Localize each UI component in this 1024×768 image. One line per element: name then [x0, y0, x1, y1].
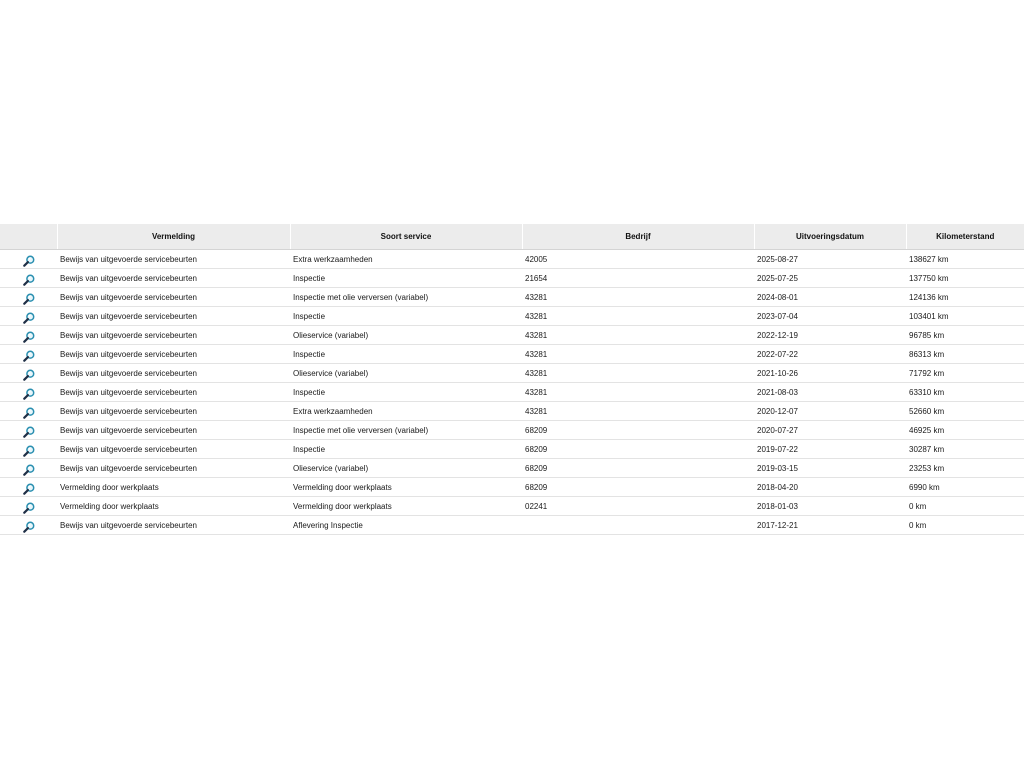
cell-kilometerstand: 96785 km [906, 326, 1024, 345]
magnifier-icon[interactable] [23, 464, 35, 476]
view-details-cell[interactable] [0, 421, 57, 440]
view-details-cell[interactable] [0, 478, 57, 497]
cell-uitvoeringsdatum: 2018-04-20 [754, 478, 906, 497]
cell-soort-service: Inspectie met olie verversen (variabel) [290, 421, 522, 440]
table-header [0, 224, 1024, 250]
view-details-cell[interactable] [0, 326, 57, 345]
view-details-cell[interactable] [0, 516, 57, 535]
magnifier-icon[interactable] [23, 274, 35, 286]
cell-bedrijf: 02241 [522, 497, 754, 516]
cell-bedrijf: 43281 [522, 383, 754, 402]
cell-soort-service: Extra werkzaamheden [290, 402, 522, 421]
table-body [0, 250, 1024, 535]
magnifier-icon[interactable] [23, 388, 35, 400]
cell-vermelding: Vermelding door werkplaats [57, 497, 290, 516]
cell-uitvoeringsdatum: 2019-03-15 [754, 459, 906, 478]
service-history-table-container [0, 224, 1024, 535]
cell-bedrijf: 43281 [522, 326, 754, 345]
cell-vermelding: Bewijs van uitgevoerde servicebeurten [57, 364, 290, 383]
cell-uitvoeringsdatum: 2020-12-07 [754, 402, 906, 421]
magnifier-icon[interactable] [23, 483, 35, 495]
cell-vermelding: Bewijs van uitgevoerde servicebeurten [57, 440, 290, 459]
table-header-row [0, 224, 1024, 250]
cell-kilometerstand: 46925 km [906, 421, 1024, 440]
magnifier-icon[interactable] [23, 369, 35, 381]
cell-vermelding: Bewijs van uitgevoerde servicebeurten [57, 383, 290, 402]
cell-soort-service: Inspectie [290, 383, 522, 402]
table-row[interactable] [0, 326, 1024, 345]
cell-uitvoeringsdatum: 2023-07-04 [754, 307, 906, 326]
view-details-cell[interactable] [0, 269, 57, 288]
cell-soort-service: Inspectie [290, 440, 522, 459]
cell-soort-service: Aflevering Inspectie [290, 516, 522, 535]
magnifier-icon[interactable] [23, 407, 35, 419]
cell-bedrijf: 43281 [522, 402, 754, 421]
cell-kilometerstand: 23253 km [906, 459, 1024, 478]
cell-uitvoeringsdatum: 2019-07-22 [754, 440, 906, 459]
cell-bedrijf: 43281 [522, 364, 754, 383]
column-header-icon [0, 224, 57, 250]
cell-vermelding: Bewijs van uitgevoerde servicebeurten [57, 345, 290, 364]
cell-vermelding: Bewijs van uitgevoerde servicebeurten [57, 307, 290, 326]
magnifier-icon[interactable] [23, 331, 35, 343]
cell-soort-service: Olieservice (variabel) [290, 326, 522, 345]
cell-soort-service: Inspectie [290, 269, 522, 288]
column-header-kilometerstand[interactable]: Kilometerstand [906, 224, 1024, 250]
cell-vermelding: Bewijs van uitgevoerde servicebeurten [57, 421, 290, 440]
magnifier-icon[interactable] [23, 445, 35, 457]
service-history-table [0, 224, 1024, 535]
view-details-cell[interactable] [0, 497, 57, 516]
cell-uitvoeringsdatum: 2017-12-21 [754, 516, 906, 535]
cell-bedrijf: 43281 [522, 307, 754, 326]
cell-kilometerstand: 71792 km [906, 364, 1024, 383]
magnifier-icon[interactable] [23, 293, 35, 305]
cell-uitvoeringsdatum: 2024-08-01 [754, 288, 906, 307]
cell-soort-service: Olieservice (variabel) [290, 459, 522, 478]
cell-kilometerstand: 103401 km [906, 307, 1024, 326]
table-row[interactable] [0, 383, 1024, 402]
cell-bedrijf: 42005 [522, 250, 754, 269]
cell-uitvoeringsdatum: 2021-10-26 [754, 364, 906, 383]
cell-vermelding: Bewijs van uitgevoerde servicebeurten [57, 402, 290, 421]
cell-soort-service: Inspectie met olie verversen (variabel) [290, 288, 522, 307]
cell-soort-service: Vermelding door werkplaats [290, 497, 522, 516]
cell-bedrijf: 21654 [522, 269, 754, 288]
cell-kilometerstand: 137750 km [906, 269, 1024, 288]
table-row[interactable] [0, 402, 1024, 421]
cell-vermelding: Bewijs van uitgevoerde servicebeurten [57, 516, 290, 535]
view-details-cell[interactable] [0, 383, 57, 402]
cell-uitvoeringsdatum: 2025-08-27 [754, 250, 906, 269]
cell-vermelding: Bewijs van uitgevoerde servicebeurten [57, 288, 290, 307]
cell-vermelding: Bewijs van uitgevoerde servicebeurten [57, 250, 290, 269]
cell-uitvoeringsdatum: 2021-08-03 [754, 383, 906, 402]
cell-bedrijf: 68209 [522, 421, 754, 440]
magnifier-icon[interactable] [23, 312, 35, 324]
table-row[interactable] [0, 478, 1024, 497]
cell-soort-service: Inspectie [290, 345, 522, 364]
view-details-cell[interactable] [0, 402, 57, 421]
cell-bedrijf: 68209 [522, 440, 754, 459]
column-header-soort-service[interactable]: Soort service [290, 224, 522, 250]
cell-kilometerstand: 0 km [906, 516, 1024, 535]
table-row[interactable] [0, 250, 1024, 269]
table-row[interactable] [0, 459, 1024, 478]
cell-bedrijf: 43281 [522, 288, 754, 307]
cell-kilometerstand: 0 km [906, 497, 1024, 516]
cell-uitvoeringsdatum: 2018-01-03 [754, 497, 906, 516]
cell-vermelding: Bewijs van uitgevoerde servicebeurten [57, 326, 290, 345]
view-details-cell[interactable] [0, 288, 57, 307]
cell-kilometerstand: 63310 km [906, 383, 1024, 402]
magnifier-icon[interactable] [23, 350, 35, 362]
table-row[interactable] [0, 497, 1024, 516]
magnifier-icon[interactable] [23, 255, 35, 267]
cell-soort-service: Olieservice (variabel) [290, 364, 522, 383]
magnifier-icon[interactable] [23, 521, 35, 533]
cell-uitvoeringsdatum: 2020-07-27 [754, 421, 906, 440]
cell-kilometerstand: 86313 km [906, 345, 1024, 364]
table-row[interactable] [0, 288, 1024, 307]
view-details-cell[interactable] [0, 307, 57, 326]
view-details-cell[interactable] [0, 364, 57, 383]
cell-vermelding: Bewijs van uitgevoerde servicebeurten [57, 269, 290, 288]
table-row[interactable] [0, 269, 1024, 288]
cell-kilometerstand: 124136 km [906, 288, 1024, 307]
cell-kilometerstand: 6990 km [906, 478, 1024, 497]
cell-kilometerstand: 30287 km [906, 440, 1024, 459]
cell-kilometerstand: 52660 km [906, 402, 1024, 421]
cell-soort-service: Extra werkzaamheden [290, 250, 522, 269]
magnifier-icon[interactable] [23, 426, 35, 438]
cell-bedrijf: 68209 [522, 459, 754, 478]
view-details-cell[interactable] [0, 440, 57, 459]
column-header-bedrijf[interactable]: Bedrijf [522, 224, 754, 250]
table-row[interactable] [0, 345, 1024, 364]
table-row[interactable] [0, 440, 1024, 459]
view-details-cell[interactable] [0, 459, 57, 478]
cell-soort-service: Inspectie [290, 307, 522, 326]
cell-vermelding: Vermelding door werkplaats [57, 478, 290, 497]
magnifier-icon[interactable] [23, 502, 35, 514]
table-row[interactable] [0, 307, 1024, 326]
cell-bedrijf: 43281 [522, 345, 754, 364]
column-header-uitvoeringsdatum[interactable]: Uitvoeringsdatum [754, 224, 906, 250]
view-details-cell[interactable] [0, 250, 57, 269]
cell-bedrijf: 68209 [522, 478, 754, 497]
column-header-vermelding[interactable]: Vermelding [57, 224, 290, 250]
cell-kilometerstand: 138627 km [906, 250, 1024, 269]
cell-uitvoeringsdatum: 2022-12-19 [754, 326, 906, 345]
table-row[interactable] [0, 421, 1024, 440]
cell-soort-service: Vermelding door werkplaats [290, 478, 522, 497]
cell-uitvoeringsdatum: 2022-07-22 [754, 345, 906, 364]
cell-uitvoeringsdatum: 2025-07-25 [754, 269, 906, 288]
table-row[interactable] [0, 516, 1024, 535]
cell-bedrijf [522, 516, 754, 535]
cell-vermelding: Bewijs van uitgevoerde servicebeurten [57, 459, 290, 478]
view-details-cell[interactable] [0, 345, 57, 364]
table-row[interactable] [0, 364, 1024, 383]
